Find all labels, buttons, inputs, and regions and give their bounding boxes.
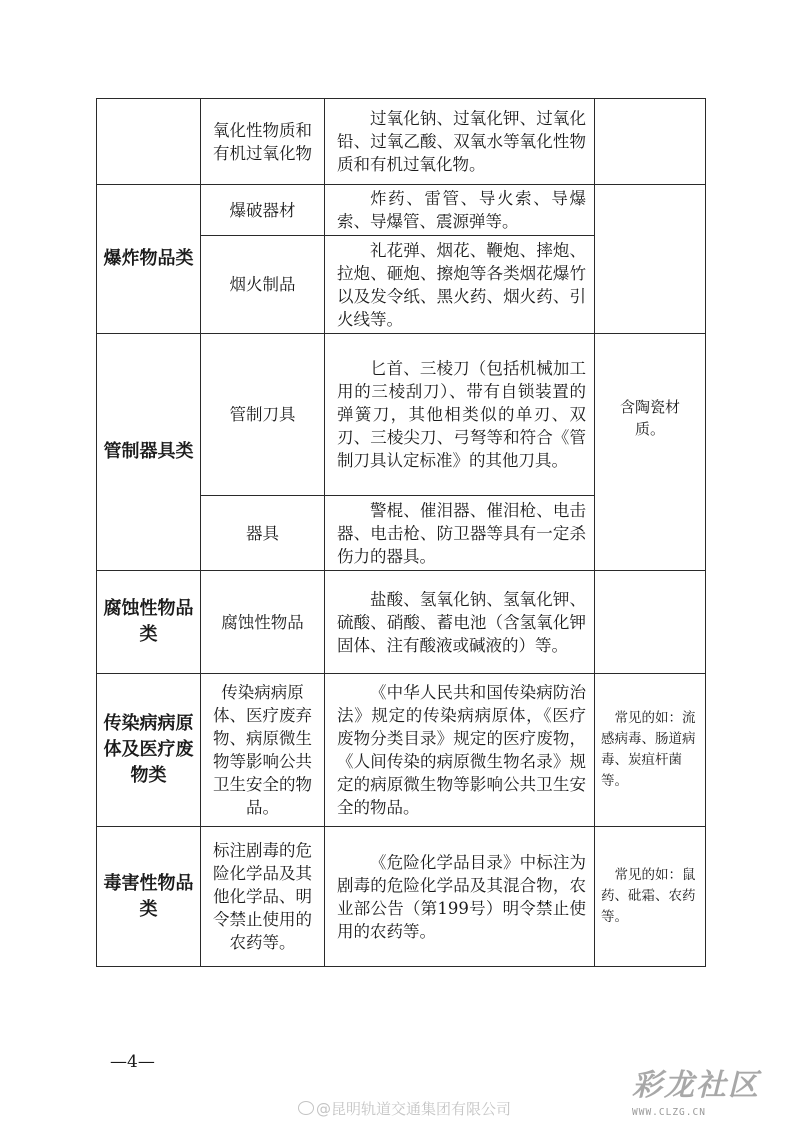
note-cell: 常见的如：流感病毒、肠道病毒、炭疽杆菌等。 bbox=[595, 674, 706, 827]
table-row bbox=[97, 827, 706, 967]
page-number: —4— bbox=[110, 1052, 155, 1072]
description-cell: 《中华人民共和国传染病防治法》规定的传染病病原体，《医疗废物分类目录》规定的医疗废物，《人间传染的病原微生物名录》规定的病原微生物等影响公共卫生安全的物品。 bbox=[325, 674, 595, 827]
subcategory-cell: 传染病病原体、医疗废弃物、病原微生物等影响公共卫生安全的物品。 bbox=[201, 674, 325, 827]
table-row bbox=[97, 334, 706, 496]
note-cell: 含陶瓷材质。 bbox=[595, 334, 706, 571]
description-cell: 匕首、三棱刀（包括机械加工用的三棱刮刀）、带有自锁装置的弹簧刀，其他相类似的单刃、双刃、三棱尖刀、弓弩等和符合《管制刀具认定标准》的其他刀具。 bbox=[325, 334, 595, 496]
subcategory-cell: 腐蚀性物品 bbox=[201, 571, 325, 674]
category-cell: 毒害性物品类 bbox=[97, 827, 201, 967]
weibo-attribution bbox=[298, 1098, 511, 1119]
note-cell bbox=[595, 185, 706, 334]
weibo-handle: @昆明轨道交通集团有限公司 bbox=[316, 1100, 512, 1118]
category-cell: 爆炸物品类 bbox=[97, 185, 201, 334]
watermark-url: WWW.CLZG.CN bbox=[632, 1107, 706, 1118]
subcategory-cell: 爆破器材 bbox=[201, 185, 325, 236]
subcategory-cell: 标注剧毒的危险化学品及其他化学品、明令禁止使用的农药等。 bbox=[201, 827, 325, 967]
watermark-text: 彩龙社区 bbox=[632, 1068, 760, 1103]
description-cell: 礼花弹、烟花、鞭炮、摔炮、拉炮、砸炮、擦炮等各类烟花爆竹以及发令纸、黑火药、烟火药、引火线等。 bbox=[325, 236, 595, 334]
category-cell-empty bbox=[97, 99, 201, 185]
subcategory-cell: 氧化性物质和有机过氧化物 bbox=[201, 99, 325, 185]
table-row bbox=[97, 674, 706, 827]
site-watermark bbox=[632, 1060, 782, 1116]
description-cell: 警棍、催泪器、催泪枪、电击器、电击枪、防卫器等具有一定杀伤力的器具。 bbox=[325, 496, 595, 571]
category-cell: 腐蚀性物品类 bbox=[97, 571, 201, 674]
prohibited-items-table bbox=[96, 98, 706, 967]
table-row bbox=[97, 571, 706, 674]
table-row bbox=[97, 185, 706, 236]
subcategory-cell: 器具 bbox=[201, 496, 325, 571]
description-cell: 盐酸、氢氧化钠、氢氧化钾、硫酸、硝酸、蓄电池（含氢氧化钾固体、注有酸液或碱液的）等。 bbox=[325, 571, 595, 674]
table-row bbox=[97, 99, 706, 185]
description-cell: 《危险化学品目录》中标注为剧毒的危险化学品及其混合物，农业部公告（第199号）明令禁止使用的农药等。 bbox=[325, 827, 595, 967]
note-cell bbox=[595, 99, 706, 185]
note-cell: 常见的如：鼠药、砒霜、农药等。 bbox=[595, 827, 706, 967]
subcategory-cell: 管制刀具 bbox=[201, 334, 325, 496]
note-cell bbox=[595, 571, 706, 674]
subcategory-cell: 烟火制品 bbox=[201, 236, 325, 334]
category-cell: 传染病病原体及医疗废物类 bbox=[97, 674, 201, 827]
description-cell: 炸药、雷管、导火索、导爆索、导爆管、震源弹等。 bbox=[325, 185, 595, 236]
weibo-icon bbox=[298, 1101, 314, 1115]
category-cell: 管制器具类 bbox=[97, 334, 201, 571]
description-cell: 过氧化钠、过氧化钾、过氧化铅、过氧乙酸、双氧水等氧化性物质和有机过氧化物。 bbox=[325, 99, 595, 185]
